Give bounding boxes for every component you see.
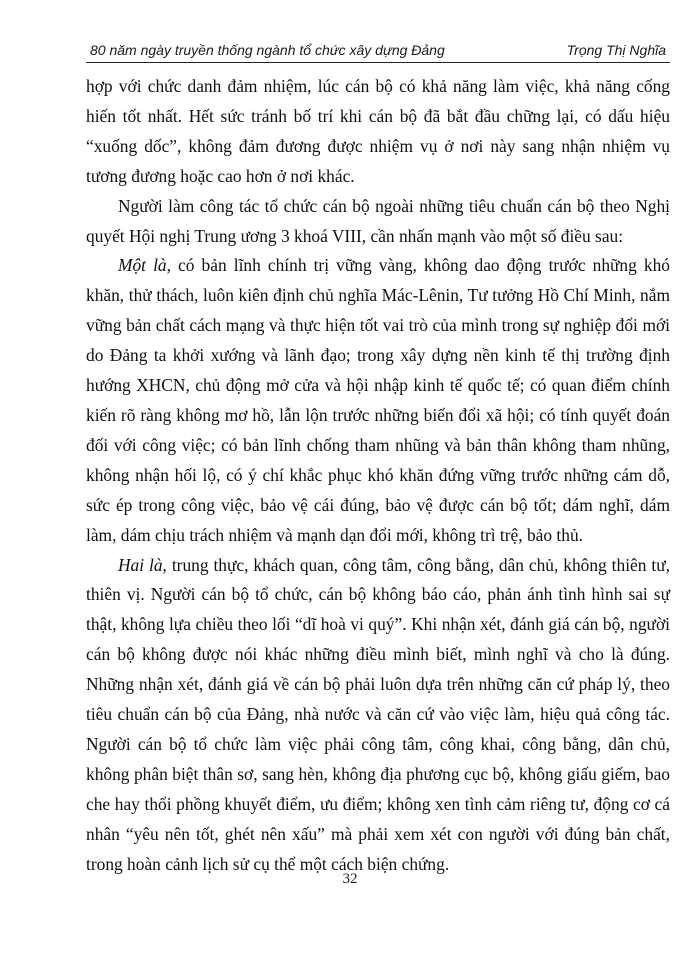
body-text [86,72,670,879]
paragraph-text: , trung thực, khách quan, công tâm, công bằng, dân chủ, không thiên tư, thiên vị. Người cán bộ tổ chức, cán bộ không báo cáo, phản ánh tình hình sai sự thật, không lựa chiều theo lối “dĩ hoà vi quý”. Khi nhận xét, đánh giá cán bộ, người cán bộ không được nói khác những điều mình biết, mình nghĩ và cho là đúng. Những nhận xét, đánh giá về cán bộ phải luôn dựa trên những căn cứ pháp lý, theo tiêu chuẩn cán bộ của Đảng, nhà nước và căn cứ vào việc làm, hiệu quả công tác. Người cán bộ tổ chức làm việc phải công tâm, công khai, công bằng, dân chủ, không phân biệt thân sơ, sang hèn, không địa phương cục bộ, không giấu giếm, bao che hay thổi phồng khuyết điểm, ưu điểm; không xen tình cảm riêng tư, động cơ cá nhân “yêu nên tốt, ghét nên xấu” mà phải xem xét con người với đúng bản chất, trong hoàn cảnh lịch sử cụ thể một cách biện chứng. [86,554,670,874]
header-author: Trọng Thị Nghĩa [566,42,666,58]
paragraph-point-two [86,551,670,880]
paragraph-intro [86,192,670,252]
paragraph-lead: Một là [118,255,167,276]
header-book-title: 80 năm ngày truyền thống ngành tổ chức xây dựng Đảng [90,42,445,58]
paragraph-text: Người làm công tác tổ chức cán bộ ngoài những tiêu chuẩn cán bộ theo Nghị quyết Hội nghị Trung ương 3 khoá VIII, cần nhấn mạnh vào một số điều sau: [86,195,670,246]
paragraph-text: , có bản lĩnh chính trị vững vàng, không dao động trước những khó khăn, thử thách, luôn kiên định chủ nghĩa Mác-Lênin, Tư tưởng Hồ Chí Minh, nắm vững bản chất cách mạng và thực hiện tốt vai trò của mình trong sự nghiệp đổi mới do Đảng ta khởi xướng và lãnh đạo; trong xây dựng nền kinh tế thị trường định hướng XHCN, chủ động mở cửa và hội nhập kinh tế quốc tế; có quan điểm chính kiến rõ ràng không mơ hồ, lẫn lộn trước những biến đổi xã hội; có tính quyết đoán đối với công việc; có bản lĩnh chống tham nhũng và bản thân không tham nhũng, không nhận hối lộ, có ý chí khắc phục khó khăn đứng vững trước những cám dỗ, sức ép trong công việc, bảo vệ cái đúng, bảo vệ được cán bộ tốt; dám nghĩ, dám làm, dám chịu trách nhiệm và mạnh dạn đổi mới, không trì trệ, bảo thủ. [86,255,670,545]
running-header [86,40,670,63]
paragraph-text: hợp với chức danh đảm nhiệm, lúc cán bộ có khả năng làm việc, khả năng cống hiến tốt nhất. Hết sức tránh bố trí khi cán bộ đã bắt đầu chững lại, có dấu hiệu “xuống dốc”, không đảm đương được nhiệm vụ ở nơi này sang nhận nhiệm vụ tương đương hoặc cao hơn ở nơi khác. [86,76,670,186]
paragraph-point-one [86,251,670,550]
paragraph-lead: Hai là [118,554,163,575]
paragraph-continuation [86,72,670,192]
page-number: 32 [342,871,358,887]
